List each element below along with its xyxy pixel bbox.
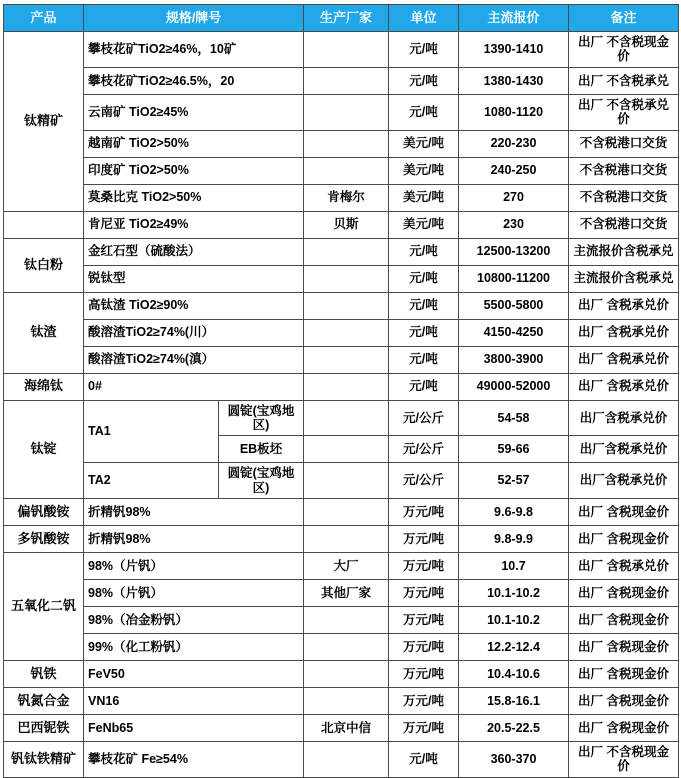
cell-price: 9.6-9.8 — [459, 499, 569, 526]
column-header-remark: 备注 — [569, 5, 679, 32]
cell-manufacturer — [304, 157, 389, 184]
cell-spec: FeV50 — [84, 661, 304, 688]
cell-spec: VN16 — [84, 688, 304, 715]
cell-product: 钒铁 — [4, 661, 84, 688]
cell-unit: 万元/吨 — [389, 526, 459, 553]
cell-remark: 出厂 含税现金价 — [569, 661, 679, 688]
cell-remark: 出厂 含税承兑价 — [569, 373, 679, 400]
table-row — [4, 499, 679, 526]
table-row — [4, 715, 679, 742]
cell-spec: TA2 — [84, 463, 219, 499]
cell-product: 钒钛铁精矿 — [4, 742, 84, 778]
column-header-unit: 单位 — [389, 5, 459, 32]
cell-unit: 元/吨 — [389, 94, 459, 130]
cell-manufacturer — [304, 463, 389, 499]
cell-manufacturer — [304, 400, 389, 436]
cell-spec: 金红石型（硫酸法） — [84, 238, 304, 265]
cell-price: 220-230 — [459, 130, 569, 157]
cell-price: 240-250 — [459, 157, 569, 184]
cell-manufacturer: 大厂 — [304, 553, 389, 580]
cell-remark: 出厂 不含税现金价 — [569, 742, 679, 778]
cell-price: 5500-5800 — [459, 292, 569, 319]
cell-product: 偏钒酸铵 — [4, 499, 84, 526]
cell-manufacturer — [304, 499, 389, 526]
column-header-manufacturer: 生产厂家 — [304, 5, 389, 32]
cell-remark: 主流报价含税承兑 — [569, 238, 679, 265]
cell-price: 9.8-9.9 — [459, 526, 569, 553]
cell-price: 360-370 — [459, 742, 569, 778]
cell-price: 52-57 — [459, 463, 569, 499]
cell-spec: FeNb65 — [84, 715, 304, 742]
table-row — [4, 184, 679, 211]
cell-remark: 出厂 含税现金价 — [569, 634, 679, 661]
cell-unit: 美元/吨 — [389, 211, 459, 238]
cell-unit: 元/吨 — [389, 67, 459, 94]
cell-remark: 出厂 含税承兑价 — [569, 292, 679, 319]
cell-product: 五氧化二钒 — [4, 553, 84, 661]
cell-remark: 出厂含税承兑价 — [569, 463, 679, 499]
cell-manufacturer — [304, 607, 389, 634]
cell-remark: 出厂含税承兑价 — [569, 400, 679, 436]
cell-spec: 酸溶渣TiO2≥74%(滇） — [84, 346, 304, 373]
cell-spec: 折精钒98% — [84, 526, 304, 553]
column-header-product: 产品 — [4, 5, 84, 32]
cell-product: 钛锭 — [4, 400, 84, 499]
table-header — [4, 5, 679, 32]
table-row — [4, 319, 679, 346]
cell-remark: 出厂 不含税现金价 — [569, 32, 679, 68]
cell-remark: 出厂 不含税承兑 — [569, 67, 679, 94]
cell-manufacturer: 贝斯 — [304, 211, 389, 238]
cell-unit: 美元/吨 — [389, 184, 459, 211]
cell-manufacturer — [304, 130, 389, 157]
table-row — [4, 634, 679, 661]
table-row — [4, 526, 679, 553]
cell-product: 多钒酸铵 — [4, 526, 84, 553]
table-row — [4, 661, 679, 688]
cell-unit: 美元/吨 — [389, 157, 459, 184]
table-row — [4, 157, 679, 184]
cell-spec: 云南矿 TiO2≥45% — [84, 94, 304, 130]
cell-manufacturer — [304, 373, 389, 400]
cell-remark: 不含税港口交货 — [569, 184, 679, 211]
cell-remark: 出厂 含税现金价 — [569, 688, 679, 715]
cell-manufacturer: 肯梅尔 — [304, 184, 389, 211]
cell-product: 钛白粉 — [4, 238, 84, 292]
cell-spec: 越南矿 TiO2>50% — [84, 130, 304, 157]
cell-price: 10800-11200 — [459, 265, 569, 292]
cell-price: 1380-1430 — [459, 67, 569, 94]
cell-price: 10.7 — [459, 553, 569, 580]
cell-spec: 98%（冶金粉钒） — [84, 607, 304, 634]
cell-manufacturer: 其他厂家 — [304, 580, 389, 607]
cell-spec: 高钛渣 TiO2≥90% — [84, 292, 304, 319]
cell-spec: 锐钛型 — [84, 265, 304, 292]
cell-unit: 元/公斤 — [389, 436, 459, 463]
cell-unit: 元/吨 — [389, 265, 459, 292]
cell-product: 巴西铌铁 — [4, 715, 84, 742]
cell-price: 1080-1120 — [459, 94, 569, 130]
cell-unit: 元/吨 — [389, 292, 459, 319]
cell-product — [4, 211, 84, 238]
cell-manufacturer — [304, 688, 389, 715]
cell-price: 10.1-10.2 — [459, 580, 569, 607]
cell-manufacturer — [304, 346, 389, 373]
cell-price: 15.8-16.1 — [459, 688, 569, 715]
cell-price: 4150-4250 — [459, 319, 569, 346]
table-row — [4, 373, 679, 400]
table-row — [4, 67, 679, 94]
cell-spec: 酸溶渣TiO2≥74%(川） — [84, 319, 304, 346]
column-header-spec: 规格/牌号 — [84, 5, 304, 32]
table-row — [4, 688, 679, 715]
cell-product: 钛精矿 — [4, 32, 84, 212]
cell-unit: 万元/吨 — [389, 688, 459, 715]
table-row — [4, 32, 679, 68]
cell-unit: 万元/吨 — [389, 607, 459, 634]
cell-unit: 元/吨 — [389, 346, 459, 373]
table-row — [4, 130, 679, 157]
cell-price: 49000-52000 — [459, 373, 569, 400]
cell-manufacturer — [304, 661, 389, 688]
cell-remark: 出厂 含税承兑价 — [569, 346, 679, 373]
cell-price: 3800-3900 — [459, 346, 569, 373]
table-row — [4, 463, 679, 499]
cell-price: 59-66 — [459, 436, 569, 463]
table-row — [4, 211, 679, 238]
cell-remark: 出厂 含税现金价 — [569, 499, 679, 526]
cell-unit: 元/公斤 — [389, 463, 459, 499]
table-row — [4, 553, 679, 580]
cell-unit: 万元/吨 — [389, 661, 459, 688]
table-row — [4, 238, 679, 265]
cell-manufacturer — [304, 634, 389, 661]
cell-price: 230 — [459, 211, 569, 238]
cell-unit: 元/吨 — [389, 32, 459, 68]
cell-spec: 98%（片钒） — [84, 553, 304, 580]
table-row — [4, 292, 679, 319]
cell-spec: 98%（片钒） — [84, 580, 304, 607]
cell-spec-sub: EB板坯 — [219, 436, 304, 463]
cell-remark: 出厂 含税现金价 — [569, 526, 679, 553]
cell-remark: 出厂含税承兑价 — [569, 436, 679, 463]
cell-product: 钒氮合金 — [4, 688, 84, 715]
table-row — [4, 400, 679, 436]
table-row — [4, 607, 679, 634]
cell-price: 12500-13200 — [459, 238, 569, 265]
cell-spec: 莫桑比克 TiO2>50% — [84, 184, 304, 211]
table-header-row — [4, 5, 679, 32]
cell-unit: 万元/吨 — [389, 499, 459, 526]
cell-manufacturer — [304, 238, 389, 265]
cell-price: 10.4-10.6 — [459, 661, 569, 688]
cell-remark: 出厂 含税现金价 — [569, 607, 679, 634]
cell-price: 12.2-12.4 — [459, 634, 569, 661]
cell-product: 海绵钛 — [4, 373, 84, 400]
cell-manufacturer — [304, 265, 389, 292]
table-row — [4, 265, 679, 292]
cell-remark: 不含税港口交货 — [569, 211, 679, 238]
table-row — [4, 580, 679, 607]
cell-spec: 折精钒98% — [84, 499, 304, 526]
cell-spec: 攀枝花矿TiO2≥46%，10矿 — [84, 32, 304, 68]
cell-remark: 主流报价含税承兑 — [569, 265, 679, 292]
cell-spec: 0# — [84, 373, 304, 400]
cell-remark: 出厂 含税承兑价 — [569, 319, 679, 346]
table-row — [4, 346, 679, 373]
cell-remark: 出厂 含税承兑价 — [569, 553, 679, 580]
cell-manufacturer — [304, 436, 389, 463]
cell-price: 1390-1410 — [459, 32, 569, 68]
cell-remark: 出厂 不含税承兑价 — [569, 94, 679, 130]
cell-manufacturer — [304, 94, 389, 130]
cell-spec-sub: 圆锭(宝鸡地区) — [219, 400, 304, 436]
cell-spec-sub: 圆锭(宝鸡地区) — [219, 463, 304, 499]
cell-unit: 万元/吨 — [389, 715, 459, 742]
cell-product: 钛渣 — [4, 292, 84, 373]
cell-unit: 万元/吨 — [389, 634, 459, 661]
cell-price: 10.1-10.2 — [459, 607, 569, 634]
cell-manufacturer — [304, 67, 389, 94]
cell-remark: 不含税港口交货 — [569, 130, 679, 157]
table-row — [4, 742, 679, 778]
cell-manufacturer: 北京中信 — [304, 715, 389, 742]
cell-price: 270 — [459, 184, 569, 211]
cell-price: 54-58 — [459, 400, 569, 436]
cell-spec: 肯尼亚 TiO2≥49% — [84, 211, 304, 238]
cell-manufacturer — [304, 292, 389, 319]
cell-manufacturer — [304, 742, 389, 778]
cell-unit: 万元/吨 — [389, 553, 459, 580]
cell-remark: 不含税港口交货 — [569, 157, 679, 184]
cell-price: 20.5-22.5 — [459, 715, 569, 742]
cell-manufacturer — [304, 32, 389, 68]
cell-unit: 万元/吨 — [389, 580, 459, 607]
cell-unit: 元/公斤 — [389, 400, 459, 436]
cell-remark: 出厂 含税现金价 — [569, 715, 679, 742]
cell-unit: 元/吨 — [389, 319, 459, 346]
cell-remark: 出厂 含税现金价 — [569, 580, 679, 607]
column-header-price: 主流报价 — [459, 5, 569, 32]
price-table — [3, 4, 679, 778]
table-row — [4, 94, 679, 130]
cell-spec: TA1 — [84, 400, 219, 463]
cell-unit: 元/吨 — [389, 238, 459, 265]
cell-unit: 元/吨 — [389, 373, 459, 400]
cell-spec: 99%（化工粉钒） — [84, 634, 304, 661]
cell-spec: 印度矿 TiO2>50% — [84, 157, 304, 184]
cell-manufacturer — [304, 526, 389, 553]
table-body — [4, 32, 679, 778]
cell-unit: 元/吨 — [389, 742, 459, 778]
cell-unit: 美元/吨 — [389, 130, 459, 157]
cell-spec: 攀枝花矿 Fe≥54% — [84, 742, 304, 778]
cell-spec: 攀枝花矿TiO2≥46.5%，20 — [84, 67, 304, 94]
cell-manufacturer — [304, 319, 389, 346]
